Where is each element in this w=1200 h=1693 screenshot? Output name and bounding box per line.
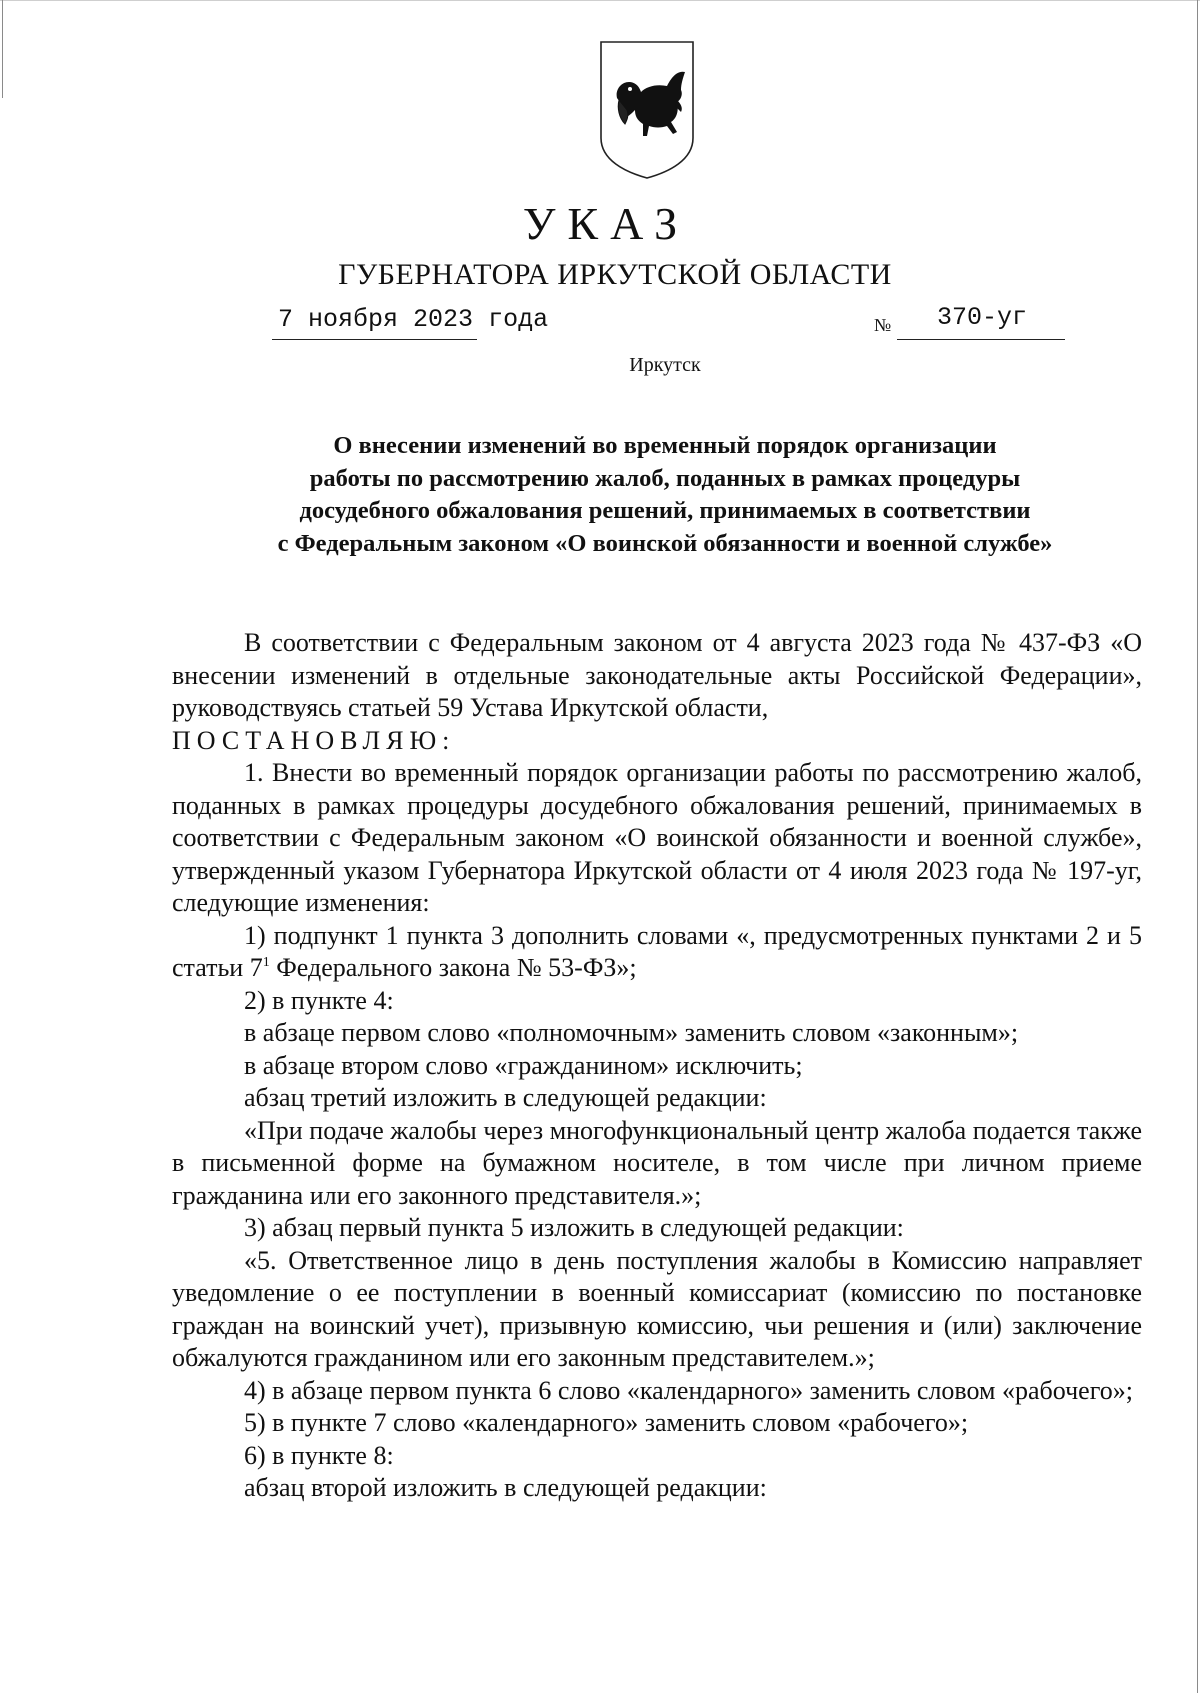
- item-1-text: 1) подпункт 1 пункта 3 дополнить словами «, предусмотренных пунктами 2 и 5 статьи 7: [172, 920, 1142, 982]
- preamble-paragraph: В соответствии с Федеральным законом от 4 августа 2023 года № 437-ФЗ «О внесении изменений в отдельные законодательные акты Российской Федерации», руководствуясь статьей 59 Устава Иркутской области,: [172, 628, 1142, 722]
- scan-edge-right: [1197, 0, 1198, 1693]
- item-3-quote-paragraph: «5. Ответственное лицо в день поступления жалобы в Комиссию направляет уведомление о ее поступлении в военный комиссариат (комиссию по постановке граждан на воинский учет), призывную комиссию, чьи решения и (или) заключение обжалуются гражданином или его законным представителем.»;: [172, 1245, 1142, 1372]
- item-1-text-end: Федерального закона № 53-ФЗ»;: [269, 953, 637, 982]
- item-1-superscript: 1: [262, 955, 270, 970]
- decree-word: ПОСТАНОВЛЯЮ:: [172, 725, 456, 755]
- clause-1-paragraph: 1. Внести во временный порядок организации работы по рассмотрению жалоб, поданных в рамках процедуры досудебного обжалования решений, принимаемых в соответствии с Федеральным законом «О воинской обязанности и военной службе», утвержденный указом Губернатора Иркутской области от 4 июля 2023 года № 197-уг, следующие изменения:: [172, 758, 1142, 917]
- item-2c-paragraph: абзац третий изложить в следующей редакции:: [244, 1083, 767, 1112]
- item-3-paragraph: 3) абзац первый пункта 5 изложить в следующей редакции:: [244, 1213, 904, 1242]
- decree-date: [278, 305, 548, 334]
- item-2-paragraph: 2) в пункте 4:: [244, 985, 394, 1015]
- decree-date-suffix: года: [488, 305, 549, 334]
- date-underline: [272, 339, 477, 340]
- item-4-paragraph: 4) в абзаце первом пункта 6 слово «календарного» заменить словом «рабочего»;: [244, 1375, 1133, 1405]
- item-5-paragraph: 5) в пункте 7 слово «календарного» заменить словом «рабочего»;: [244, 1408, 969, 1437]
- heading-line: досудебного обжалования решений, принимаемых в соответствии: [299, 497, 1031, 524]
- issue-city: Иркутск: [629, 354, 701, 376]
- scan-edge: [0, 0, 1200, 1]
- item-6a-paragraph: абзац второй изложить в следующей редакции:: [244, 1473, 767, 1502]
- document-type-title: УКАЗ: [522, 198, 690, 249]
- heading-line: О внесении изменений во временный порядок организации: [333, 432, 997, 459]
- decree-number: 370-уг: [937, 303, 1028, 332]
- item-2c-quote-paragraph: «При подаче жалобы через многофункциональный центр жалоба подается также в письменной форме на бумажном носителе, в том числе при личном приеме гражданина или его законного представителя.»;: [172, 1115, 1142, 1210]
- scan-mark: [2, 0, 3, 98]
- item-2b-paragraph: в абзаце втором слово «гражданином» исключить;: [244, 1050, 803, 1080]
- item-6-paragraph: 6) в пункте 8:: [244, 1440, 394, 1470]
- item-1-paragraph: [172, 920, 1142, 985]
- decree-body: [172, 627, 1142, 1505]
- decree-heading: [140, 430, 1190, 560]
- heading-line: с Федеральным законом «О воинской обязанности и военной службе»: [277, 529, 1053, 557]
- number-sign: №: [874, 315, 892, 335]
- heading-line: работы по рассмотрению жалоб, поданных в рамках процедуры: [309, 464, 1021, 492]
- item-2a-paragraph: в абзаце первом слово «полномочным» заменить словом «законным»;: [244, 1018, 1019, 1047]
- decree-date-value: 7 ноября 2023: [278, 305, 474, 334]
- irkutsk-coat-of-arms-icon: [597, 38, 697, 180]
- issuer-title: ГУБЕРНАТОРА ИРКУТСКОЙ ОБЛАСТИ: [338, 258, 892, 291]
- number-underline: [897, 339, 1065, 340]
